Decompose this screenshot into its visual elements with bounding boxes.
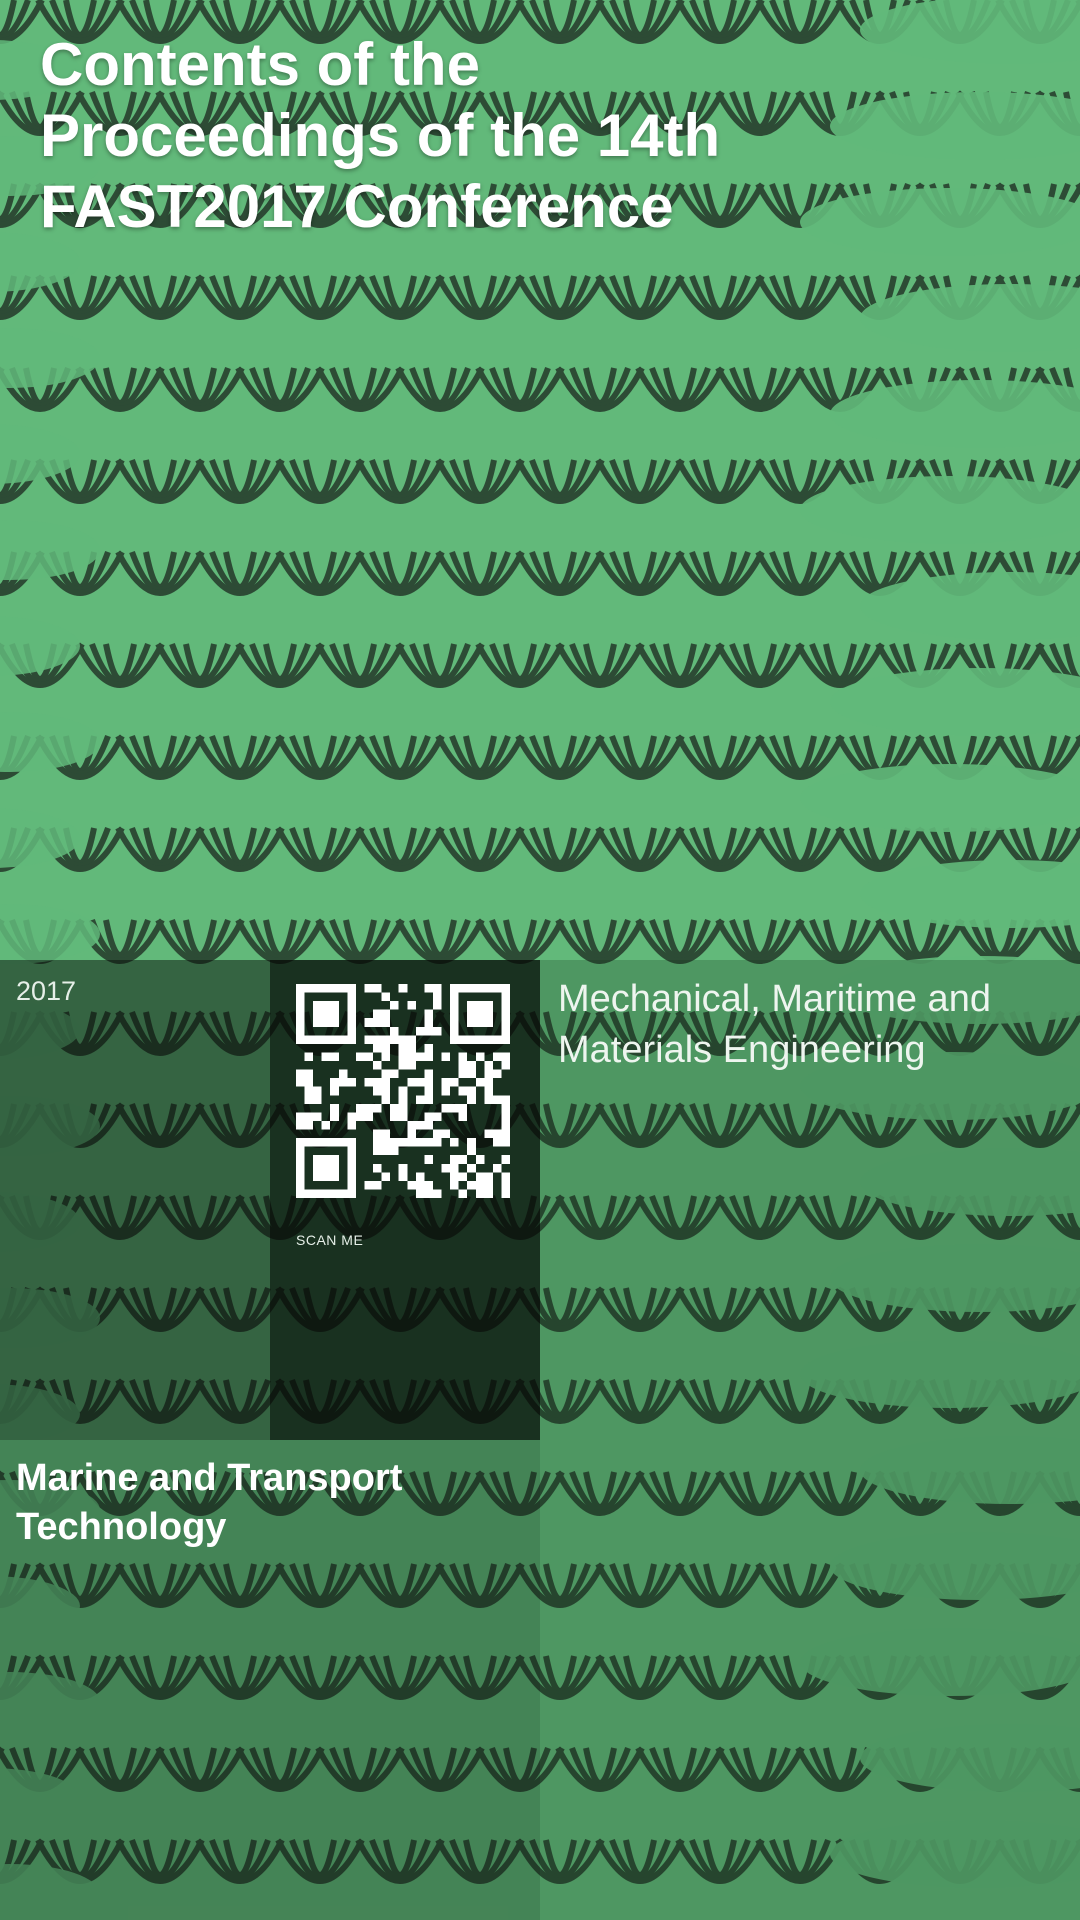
faculty-name: Mechanical, Maritime and Materials Engineering [558,978,991,1071]
publication-year: 2017 [16,976,77,1006]
qr-code[interactable] [296,984,510,1198]
qr-caption: SCAN ME [296,1232,364,1248]
department-name: Marine and Transport Technology [16,1457,403,1549]
shade-panel-right [540,960,1080,1920]
cover-title: Contents of the Proceedings of the 14th FAST2017 Conference [40,31,721,240]
qr-code-icon [296,984,510,1198]
shade-panel-left [0,960,270,1440]
